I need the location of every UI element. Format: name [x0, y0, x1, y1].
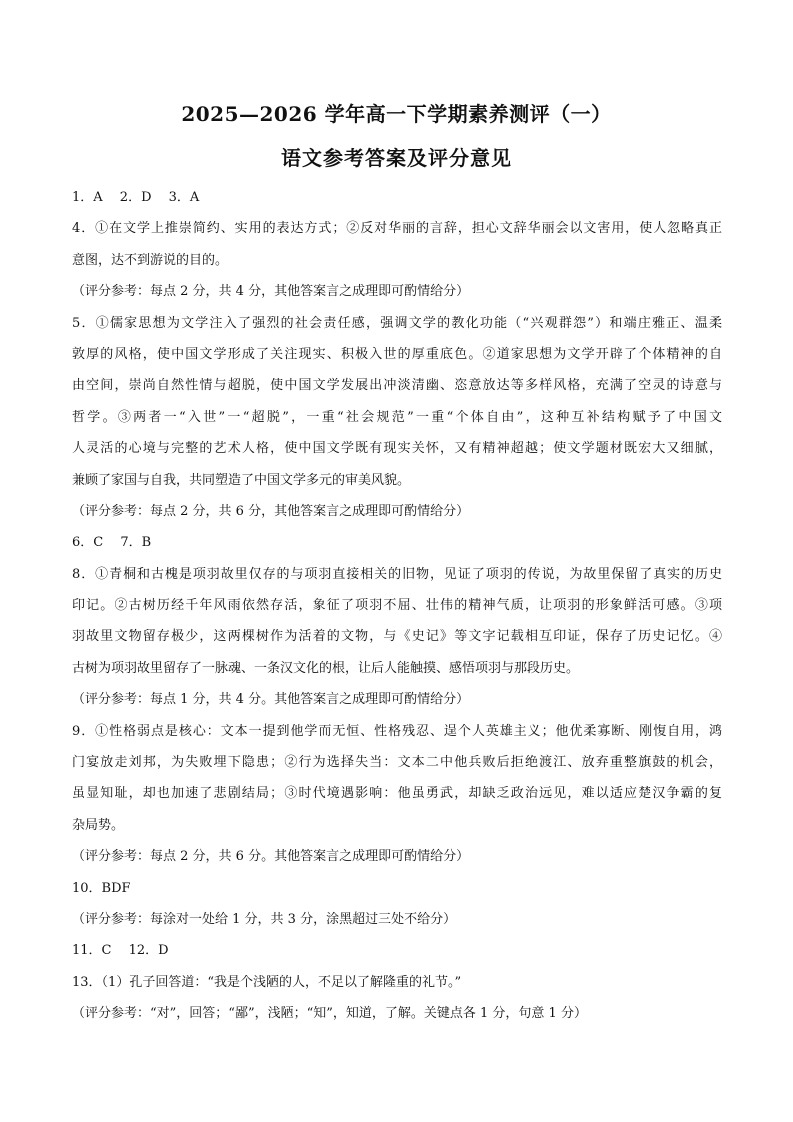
answer-line: 人灵活的心境与完整的艺术人格，使中国文学既有现实关怀，又有精神超越；使文学题材既宏大又细腻， — [72, 441, 722, 457]
scoring-note: （评分参考：每点 2 分，共 6 分。其他答案言之成理即可酌情给分） — [72, 849, 470, 865]
page-title: 2025—2026 学年高一下学期素养测评（一） — [181, 102, 612, 126]
answer-line: 13．（1）孔子回答道：“我是个浅陋的人，不足以了解隆重的礼节。” — [72, 974, 462, 990]
scoring-note: （评分参考：每点 1 分，共 4 分。其他答案言之成理即可酌情给分） — [72, 692, 470, 708]
answer-line: 敦厚的风格，使中国文学形成了关注现实、积极入世的厚重底色。②道家思想为文学开辟了个体精神的自 — [72, 346, 722, 362]
answer-line: 1．A 2．D 3．A — [72, 190, 200, 205]
answer-line: 印记。②古树历经千年风雨依然存活，象征了项羽不屈、壮伟的精神气质，让项羽的形象鲜活可感。③项 — [72, 598, 722, 614]
answer-line: 9．①性格弱点是核心：文本一提到他学而无恒、性格残忍、逞个人英雄主义；他优柔寡断、刚愎自用，鸿 — [72, 723, 722, 739]
answer-line: 6．C 7．B — [72, 535, 152, 551]
answer-line: 10．BDF — [72, 880, 131, 896]
answer-line: 哲学。③两者一“入世”一“超脱”，一重“社会规范”一重“个体自由”，这种互补结构赋予了中国文 — [72, 409, 722, 425]
scoring-note: （评分参考：每涂对一处给 1 分，共 3 分，涂黑超过三处不给分） — [72, 911, 457, 927]
answer-line: 11．C 12．D — [72, 943, 169, 959]
answer-line: 4．①在文学上推崇简约、实用的表达方式；②反对华丽的言辞，担心文辞华丽会以文害用，使人忽略真正 — [72, 221, 722, 237]
scoring-note: （评分参考：每点 2 分，共 6 分，其他答案言之成理即可酌情给分） — [72, 503, 470, 519]
answer-content — [72, 182, 722, 1030]
answer-line: 兼顾了家国与自我，共同塑造了中国文学多元的审美风貌。 — [72, 472, 411, 488]
answer-line: 由空间，崇尚自然性情与超脱，使中国文学发展出冲淡清幽、恣意放达等多样风格，充满了空灵的诗意与 — [72, 378, 722, 394]
answer-line: 古树为项羽故里留存了一脉魂、一条汉文化的根，让后人能触摸、感悟项羽与那段历史。 — [72, 660, 580, 676]
page-subtitle: 语文参考答案及评分意见 — [281, 146, 512, 170]
answer-line: 羽故里文物留存极少，这两棵树作为活着的文物，与《史记》等文字记载相互印证，保存了历史记忆。④ — [72, 629, 722, 645]
answer-line: 8．①青桐和古槐是项羽故里仅存的与项羽直接相关的旧物，见证了项羽的传说，为故里保留了真实的历史 — [72, 566, 722, 582]
answer-line: 意图，达不到游说的目的。 — [72, 252, 229, 268]
scoring-note: （评分参考：“对”，回答；“鄙”，浅陋；“知”，知道，了解。关键点各 1 分，句意 1 分） — [72, 1006, 587, 1022]
answer-line: 杂局势。 — [72, 817, 125, 833]
answer-line: 门宴放走刘邦，为失败埋下隐患；②行为选择失当：文本二中他兵败后拒绝渡江、放弃重整旗鼓的机会， — [72, 755, 722, 771]
answer-line: 虽显知耻，却也加速了悲剧结局；③时代境遇影响：他虽勇武，却缺乏政治远见，难以适应楚汉争霸的复 — [72, 786, 722, 802]
answer-line: 5．①儒家思想为文学注入了强烈的社会责任感，强调文学的教化功能（“兴观群怨”）和端庄雅正、温柔 — [72, 315, 722, 331]
scoring-note: （评分参考：每点 2 分，共 4 分，其他答案言之成理即可酌情给分） — [72, 284, 470, 300]
